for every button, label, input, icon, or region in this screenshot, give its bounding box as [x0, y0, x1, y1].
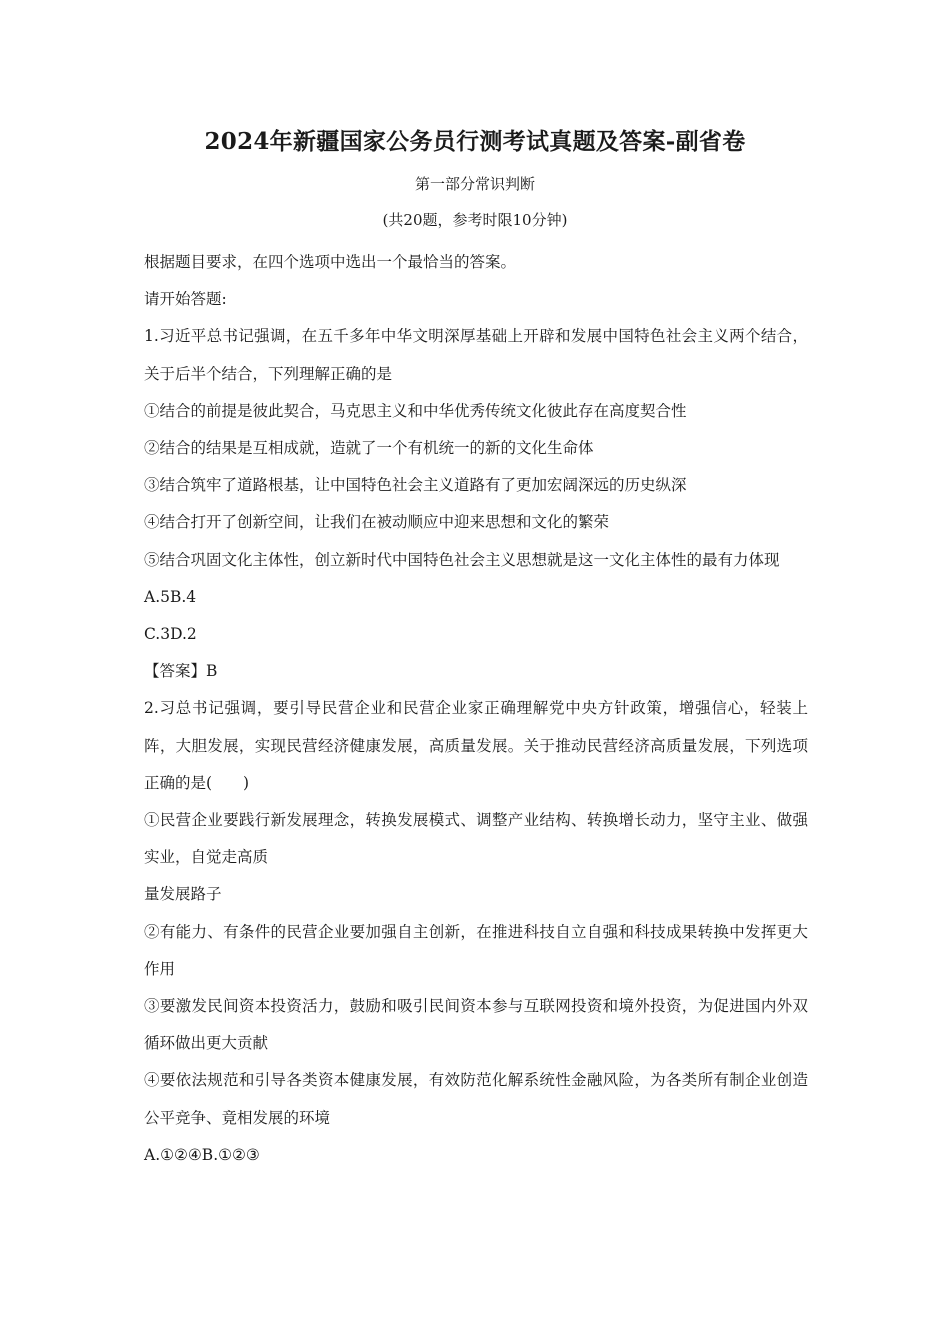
question-1-options: A.5B.4 — [144, 587, 197, 606]
section-heading: 第一部分常识判断 — [414, 175, 535, 193]
instruction-text: 根据题目要求，在四个选项中选出一个最恰当的答案。 — [144, 253, 517, 271]
question-1-statement: ③结合筑牢了道路根基，让中国特色社会主义道路有了更加宏阔深远的历史纵深 — [144, 476, 687, 495]
question-1-statement: ②结合的结果是互相成就，造就了一个有机统一的新的文化生命体 — [144, 438, 594, 457]
question-2-statement: ②有能力、有条件的民营企业要加强自主创新，在推进科技自立自强和科技成果转换中发挥更大作用 — [144, 922, 808, 978]
question-2-stem: 2.习总书记强调，要引导民营企业和民营企业家正确理解党中央方针政策，增强信心，轻装上阵，大胆发展，实现民营经济健康发展，高质量发展。关于推动民营经济高质量发展，下列选项正确的是( ) — [144, 699, 808, 792]
question-2-statement: ③要激发民间资本投资活力，鼓励和吸引民间资本参与互联网投资和境外投资，为促进国内外双循环做出更大贡献 — [144, 996, 808, 1053]
instruction-start: 请开始答题: — [144, 290, 227, 309]
question-1-statement: ④结合打开了创新空间，让我们在被动顺应中迎来思想和文化的繁荣 — [144, 513, 610, 532]
question-1-options: C.3D.2 — [144, 624, 197, 643]
question-1-stem: 1.习近平总书记强调，在五千多年中华文明深厚基础上开辟和发展中国特色社会主义两个结合，关于后半个结合，下列理解正确的是 — [144, 327, 808, 383]
question-1-statement: ⑤结合巩固文化主体性，创立新时代中国特色社会主义思想就是这一文化主体性的最有力体现 — [144, 550, 780, 569]
document-body — [144, 244, 808, 1174]
question-2-statement: ④要依法规范和引导各类资本健康发展，有效防范化解系统性金融风险，为各类所有制企业创造公平竞争、竟相发展的环境 — [144, 1071, 808, 1127]
document-title: 2024年新疆国家公务员行测考试真题及答案-副省卷 — [204, 128, 746, 155]
question-1-statement: ①结合的前提是彼此契合，马克思主义和中华优秀传统文化彼此存在高度契合性 — [144, 401, 687, 420]
section-note: (共20题，参考时限10分钟) — [382, 211, 568, 229]
question-2-statement: ①民营企业要践行新发展理念，转换发展模式、调整产业结构、转换增长动力，坚守主业、做强实业，自觉走高质 — [144, 810, 808, 867]
question-2-statement-continued: 量发展路子 — [144, 885, 222, 904]
question-2-options: A.①②④B.①②③ — [144, 1145, 260, 1164]
question-1-answer: 【答案】B — [144, 662, 218, 681]
